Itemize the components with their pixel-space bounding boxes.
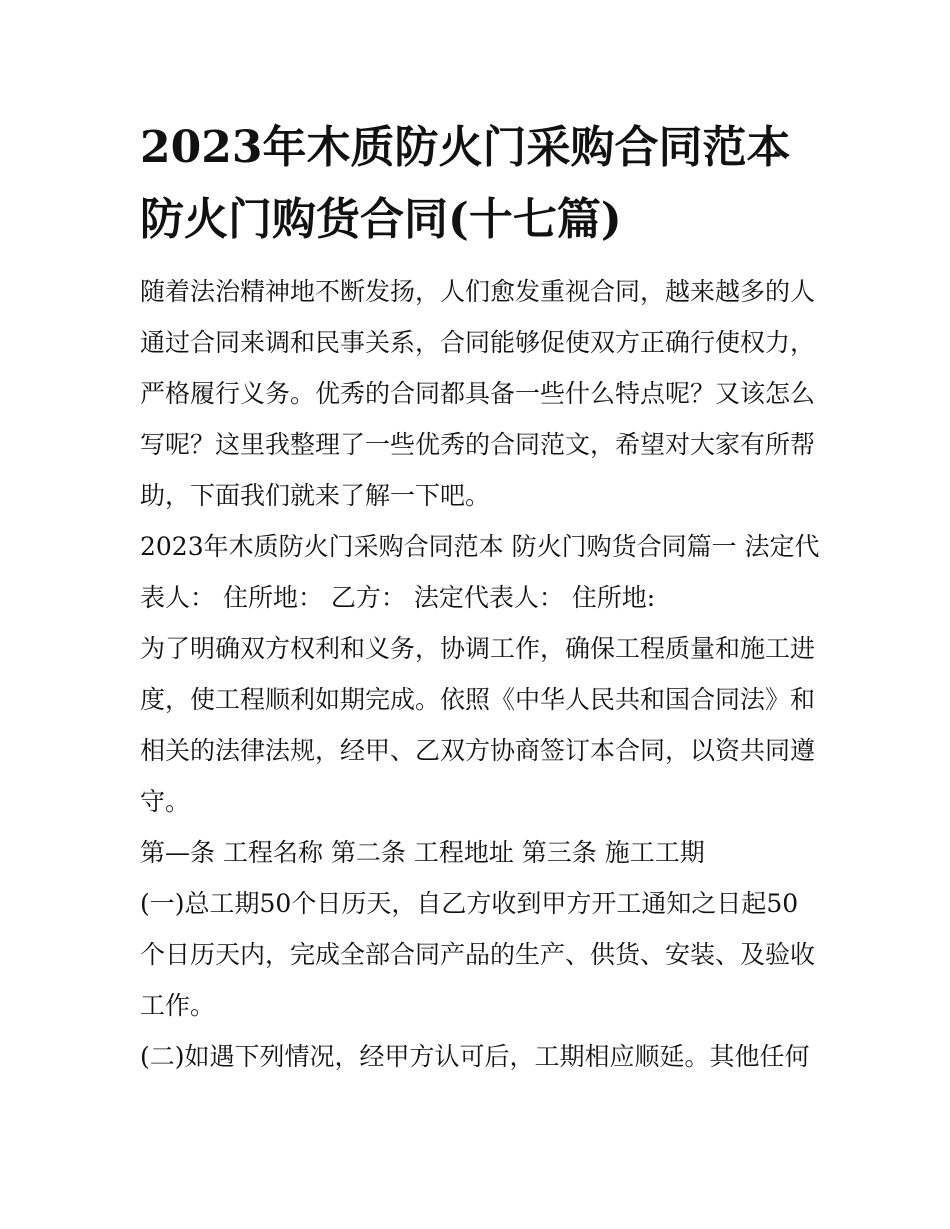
clause-2-paragraph: (二)如遇下列情况，经甲方认可后，工期相应顺延。其他任何 xyxy=(140,1042,810,1071)
clause-1-paragraph: (一)总工期50个日历天，自乙方收到甲方开工通知之日起50个日历天内，完成全部合同产品的生产、供货、安装、及验收工作。 xyxy=(140,889,816,1020)
document-page xyxy=(140,112,820,1082)
articles-paragraph: 第—条 工程名称 第二条 工程地址 第三条 施工工期 xyxy=(140,838,705,867)
parties-paragraph: 2023年木质防火门采购合同范本 防火门购货合同篇一 法定代表人： 住所地： 乙方： 法定代表人： 住所地: xyxy=(140,532,820,612)
purpose-paragraph: 为了明确双方权利和义务，协调工作，确保工程质量和施工进度，使工程顺利如期完成。依照《中华人民共和国合同法》和相关的法律法规，经甲、乙双方协商签订本合同，以资共同遵守。 xyxy=(140,634,816,816)
document-title: 2023年木质防火门采购合同范本 防火门购货合同(十七篇) xyxy=(140,122,791,245)
intro-paragraph: 随着法治精神地不断发扬，人们愈发重视合同，越来越多的人通过合同来调和民事关系，合同能够促使双方正确行使权力，严格履行义务。优秀的合同都具备一些什么特点呢？又该怎么写呢？这里我整理了一些优秀的合同范文，希望对大家有所帮助，下面我们就来了解一下吧。 xyxy=(140,277,816,510)
